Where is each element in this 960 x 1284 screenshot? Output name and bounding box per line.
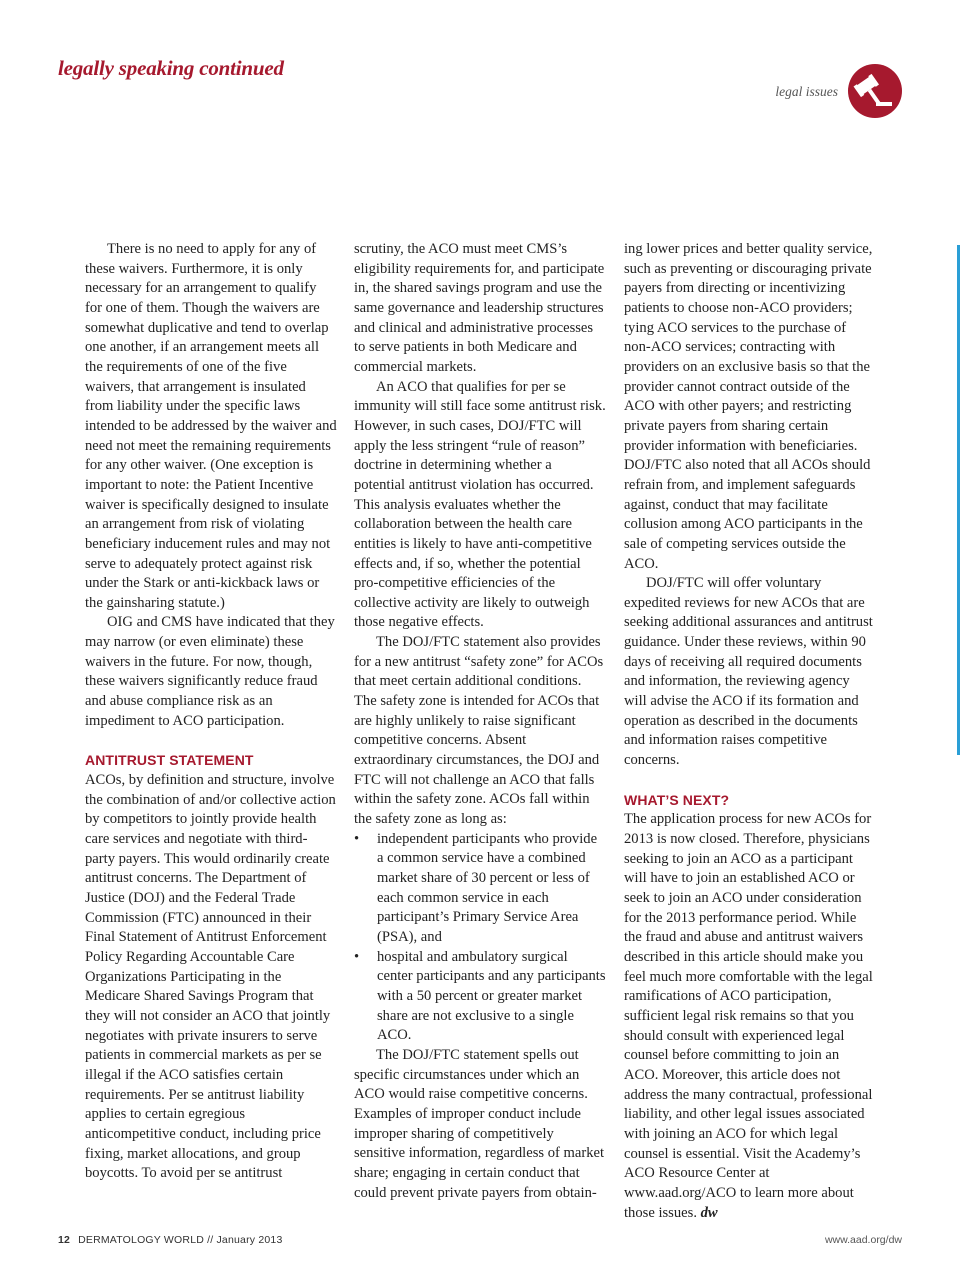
section-heading-whats-next: WHAT’S NEXT? bbox=[624, 791, 730, 808]
paragraph: The DOJ/FTC statement also provides for a new antitrust “safety zone” for ACOs that meet certain additional conditions. The safety zone is intended for ACOs that are highly unlikely to raise significant competitive concerns. Absent extraordinary circumstances, the DOJ and FTC will not challenge an ACO that falls within the safety zone. ACOs fall within the safety zone as long as: bbox=[354, 634, 604, 828]
article-column-1 bbox=[85, 240, 337, 1184]
list-item-text: hospital and ambulatory surgical center participants and any participants with a 50 percent or greater market share are not exclusive to a single ACO. bbox=[377, 948, 606, 1044]
list-item bbox=[354, 948, 606, 1046]
publication-line: DERMATOLOGY WORLD // January 2013 bbox=[78, 1234, 283, 1246]
gavel-icon bbox=[848, 64, 902, 118]
paragraph: The DOJ/FTC statement spells out specific circumstances under which an ACO would raise competitive concerns. Examples of improper conduct include improper sharing of competitively sensitive information, regardless of market share; engaging in certain conduct that could prevent private payers from obtain- bbox=[354, 1046, 605, 1201]
paragraph: scrutiny, the ACO must meet CMS’s eligibility requirements for, and participate in, the shared savings program and use the same governance and leadership structures and clinical and administrative processes to serve patients in both Medicare and commercial markets. bbox=[354, 241, 605, 375]
bullet-icon: • bbox=[354, 830, 360, 847]
footer-folio bbox=[58, 1234, 283, 1246]
list-item-text: independent participants who provide a common service have a combined market share of 30 percent or less of each common service in each participant’s Primary Service Area (PSA), and bbox=[377, 830, 598, 945]
bullet-icon: • bbox=[354, 948, 360, 965]
footer-url: www.aad.org/dw bbox=[824, 1234, 902, 1246]
paragraph: There is no need to apply for any of these waivers. Furthermore, it is only necessary for an arrangement to qualify for one of them. Though the waivers are somewhat duplicative and tend to overlap one another, if an arrangement meets all the requirements of one of the five waivers, that arrangement is insulated from liability under the specific laws intended to be addressed by the waiver and need not meet the remaining requirements for any other waiver. (One exception is important to note: the Patient Incentive waiver is specifically designed to insulate an arrangement from risk of violating beneficiary inducement rules and may not serve to adequately protect against risk under the Stark or anti-kickback laws or the gainsharing statute.) bbox=[85, 241, 337, 611]
list-item bbox=[354, 830, 606, 948]
section-heading-antitrust: ANTITRUST STATEMENT bbox=[85, 752, 254, 769]
paragraph: DOJ/FTC will offer voluntary expedited reviews for new ACOs that are seeking additional assurances and antitrust guidance. Under these reviews, within 90 days of receiving all required documents and information, the reviewing agency will advise the ACO if its formation and operation as described in the documents and information raises competitive concerns. bbox=[624, 575, 873, 769]
paragraph bbox=[624, 810, 876, 1223]
paragraph: OIG and CMS have indicated that they may narrow (or even eliminate) these waivers in the future. For now, though, these waivers significantly reduce fraud and abuse compliance risk as an impediment to ACO participation. bbox=[85, 614, 335, 729]
article-column-2 bbox=[354, 240, 606, 1203]
safety-zone-list bbox=[354, 830, 606, 1046]
section-label: legal issues bbox=[775, 84, 838, 99]
article-column-3 bbox=[624, 240, 876, 1223]
paragraph: An ACO that qualifies for per se immunity will still face some antitrust risk. However, in such cases, DOJ/FTC will apply the less stringent “rule of reason” doctrine in determining whether a potential antitrust violation has occurred. This analysis evaluates whether the collaboration between the health care entities is likely to have anti-competitive effects and, if so, whether the potential pro-competitive efficiencies of the collective activity are likely to outweigh those negative effects. bbox=[354, 378, 606, 631]
page-number: 12 bbox=[58, 1234, 71, 1246]
running-head-title: legally speaking continued bbox=[58, 56, 284, 80]
paragraph-text: The application process for new ACOs for 2013 is now closed. Therefore, physicians seeking to join an ACO as a participant will have to join an established ACO or seek to join an ACO under consideration for the 2013 performance period. While the fraud and abuse and antitrust waivers described in this article should make you feel much more comfortable with the legal ramifications of ACO participation, sufficient legal risk remains so that you should consult with experienced legal counsel before committing to join an ACO. Moreover, this article does not address the many contractual, professional liability, and other legal issues associated with joining an ACO for which legal counsel is essential. Visit the Academy’s ACO Resource Center at www.aad.org/ACO to learn more about those issues. bbox=[624, 811, 873, 1221]
paragraph: ACOs, by definition and structure, involve the combination of and/or collective action by competitors to jointly provide health care services and negotiate with third-party payers. This would ordinarily create antitrust concerns. The Department of Justice (DOJ) and the Federal Trade Commission (FTC) announced in their Final Statement of Antitrust Enforcement Policy Regarding Accountable Care Organizations Participating in the Medicare Shared Savings Program that they will not consider an ACO that jointly negotiates with private insurers to serve patients in commercial markets as per se illegal if the ACO satisfies certain requirements. Per se antitrust liability applies to certain egregious anticompetitive conduct, including price fixing, market allocations, and group boycotts. To avoid per se antitrust bbox=[85, 772, 336, 1182]
end-signoff: dw bbox=[700, 1204, 718, 1221]
paragraph: ing lower prices and better quality service, such as preventing or discouraging private payers from directing or incentivizing patients to choose non-ACO providers; tying ACO services to the purchase of non-ACO services; contracting with providers on an exclusive basis so that the provider cannot contract outside of the ACO with other payers; and restricting private payers from sharing certain provider information with beneficiaries. DOJ/FTC also noted that all ACOs should refrain from, and implement safeguards against, conduct that may facilitate collusion among ACO participants in the sale of competing services outside the ACO. bbox=[624, 241, 873, 572]
